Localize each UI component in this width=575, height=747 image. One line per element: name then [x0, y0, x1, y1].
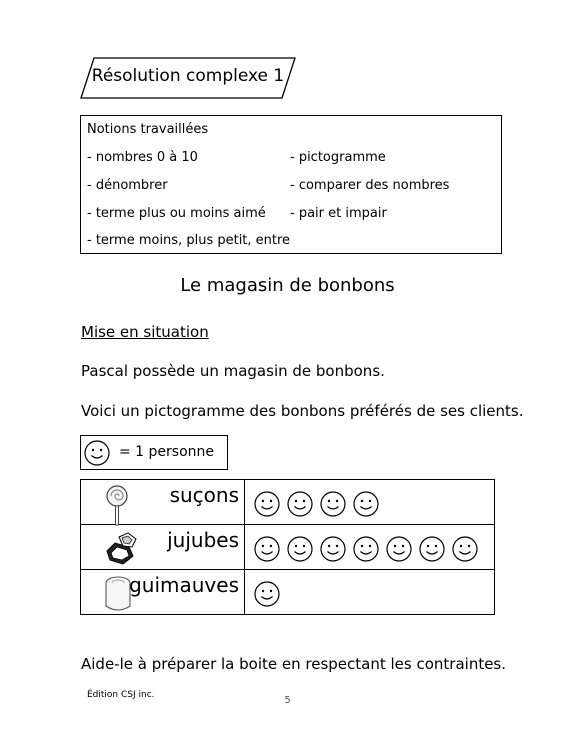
jujube-candy-icon — [103, 529, 139, 567]
notions-heading: Notions travaillées — [87, 122, 209, 137]
faces-cell — [245, 480, 495, 525]
page-title: Résolution complexe 1 — [91, 66, 285, 86]
notion-item: - terme moins, plus petit, entre — [87, 233, 291, 248]
faces-row — [245, 487, 494, 517]
smiley-face-icon — [419, 536, 445, 562]
pictogram-row — [81, 480, 495, 525]
edition-credit: Édition CSJ inc. — [87, 690, 155, 700]
smiley-face-icon — [386, 536, 412, 562]
paragraph: Pascal possède un magasin de bonbons. — [81, 362, 385, 380]
faces-row — [245, 577, 494, 607]
smiley-face-icon — [320, 491, 346, 517]
smiley-face-icon — [320, 536, 346, 562]
smiley-face-icon — [353, 536, 379, 562]
candy-name: jujubes — [167, 528, 239, 552]
pictogram-table — [80, 479, 495, 615]
candy-label-cell — [81, 525, 245, 570]
notions-box — [80, 115, 502, 254]
smiley-face-icon — [287, 491, 313, 517]
pictogram-row — [81, 525, 495, 570]
notion-item: - pictogramme — [290, 150, 386, 165]
title-banner — [80, 57, 296, 99]
candy-label-cell — [81, 570, 245, 615]
faces-cell — [245, 570, 495, 615]
smiley-face-icon — [353, 491, 379, 517]
candy-name: suçons — [169, 483, 239, 507]
story-title: Le magasin de bonbons — [180, 275, 395, 296]
faces-row — [245, 532, 494, 562]
smiley-face-icon — [254, 536, 280, 562]
notion-item: - terme plus ou moins aimé — [87, 206, 266, 221]
notion-item: - nombres 0 à 10 — [87, 150, 198, 165]
notion-item: - dénombrer — [87, 178, 168, 193]
notion-item: - comparer des nombres — [290, 178, 450, 193]
candy-label-cell — [81, 480, 245, 525]
page-number: 5 — [284, 695, 291, 706]
smiley-face-icon — [254, 491, 280, 517]
notion-item: - pair et impair — [290, 206, 387, 221]
pictogram-row — [81, 570, 495, 615]
pictogram-legend — [80, 435, 228, 470]
candy-name: guimauves — [129, 573, 239, 597]
paragraph: Voici un pictogramme des bonbons préférés de ses clients. — [81, 402, 524, 420]
legend-text: = 1 personne — [119, 444, 215, 460]
smiley-face-icon — [452, 536, 478, 562]
smiley-face-icon — [84, 440, 110, 466]
lollipop-icon — [103, 484, 131, 526]
instruction-text: Aide-le à préparer la boite en respectant les contraintes. — [81, 655, 507, 673]
smiley-face-icon — [254, 581, 280, 607]
faces-cell — [245, 525, 495, 570]
section-heading: Mise en situation — [81, 323, 209, 341]
smiley-face-icon — [287, 536, 313, 562]
